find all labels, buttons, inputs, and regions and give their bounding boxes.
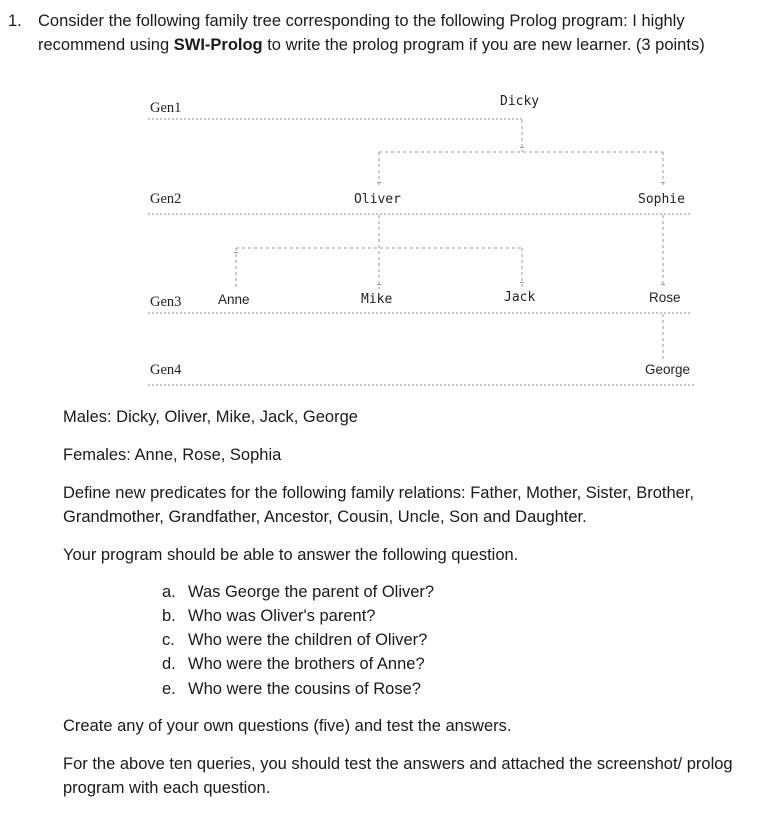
query-marker-c: c. <box>162 631 175 649</box>
query-marker-e: e. <box>162 680 176 698</box>
query-e: Who were the cousins of Rose? <box>188 680 421 698</box>
person-dicky: Dicky <box>500 94 540 109</box>
query-c: Who were the children of Oliver? <box>188 631 428 649</box>
swi-prolog-emphasis: SWI-Prolog <box>173 36 263 54</box>
query-marker-b: b. <box>162 607 176 625</box>
question-number: 1. <box>8 12 22 30</box>
gen4-label: Gen4 <box>150 362 182 378</box>
query-marker-d: d. <box>162 655 176 673</box>
query-d: Who were the brothers of Anne? <box>188 655 425 673</box>
person-rose: Rose <box>649 290 681 305</box>
person-sophie: Sophie <box>638 192 685 207</box>
gen2-label: Gen2 <box>150 191 182 207</box>
query-a: Was George the parent of Oliver? <box>188 583 435 601</box>
define-line-2: Grandmother, Grandfather, Ancestor, Cousin, Uncle, Son and Daughter. <box>63 508 587 526</box>
person-jack: Jack <box>504 290 536 305</box>
question-line-1: Consider the following family tree corresponding to the following Prolog program: I highly <box>38 12 685 30</box>
person-mike: Mike <box>361 292 393 307</box>
males-list: Males: Dicky, Oliver, Mike, Jack, George <box>63 408 358 426</box>
gen3-label: Gen3 <box>150 294 182 310</box>
gen1-label: Gen1 <box>150 100 182 116</box>
query-b: Who was Oliver's parent? <box>188 607 376 625</box>
person-anne: Anne <box>218 292 250 307</box>
females-list: Females: Anne, Rose, Sophia <box>63 446 282 464</box>
person-oliver: Oliver <box>354 192 401 207</box>
program-intro: Your program should be able to answer the following question. <box>63 546 519 564</box>
question-line-2: recommend using SWI-Prolog to write the prolog program if you are new learner. (3 points) <box>38 36 705 54</box>
person-george: George <box>645 362 691 377</box>
closing-line-2: program with each question. <box>63 779 271 797</box>
create-own-questions: Create any of your own questions (five) and test the answers. <box>63 717 512 735</box>
closing-line-1: For the above ten queries, you should test the answers and attached the screenshot/ prolog <box>63 755 733 773</box>
query-marker-a: a. <box>162 583 176 601</box>
define-line-1: Define new predicates for the following family relations: Father, Mother, Sister, Brother, <box>63 484 694 502</box>
